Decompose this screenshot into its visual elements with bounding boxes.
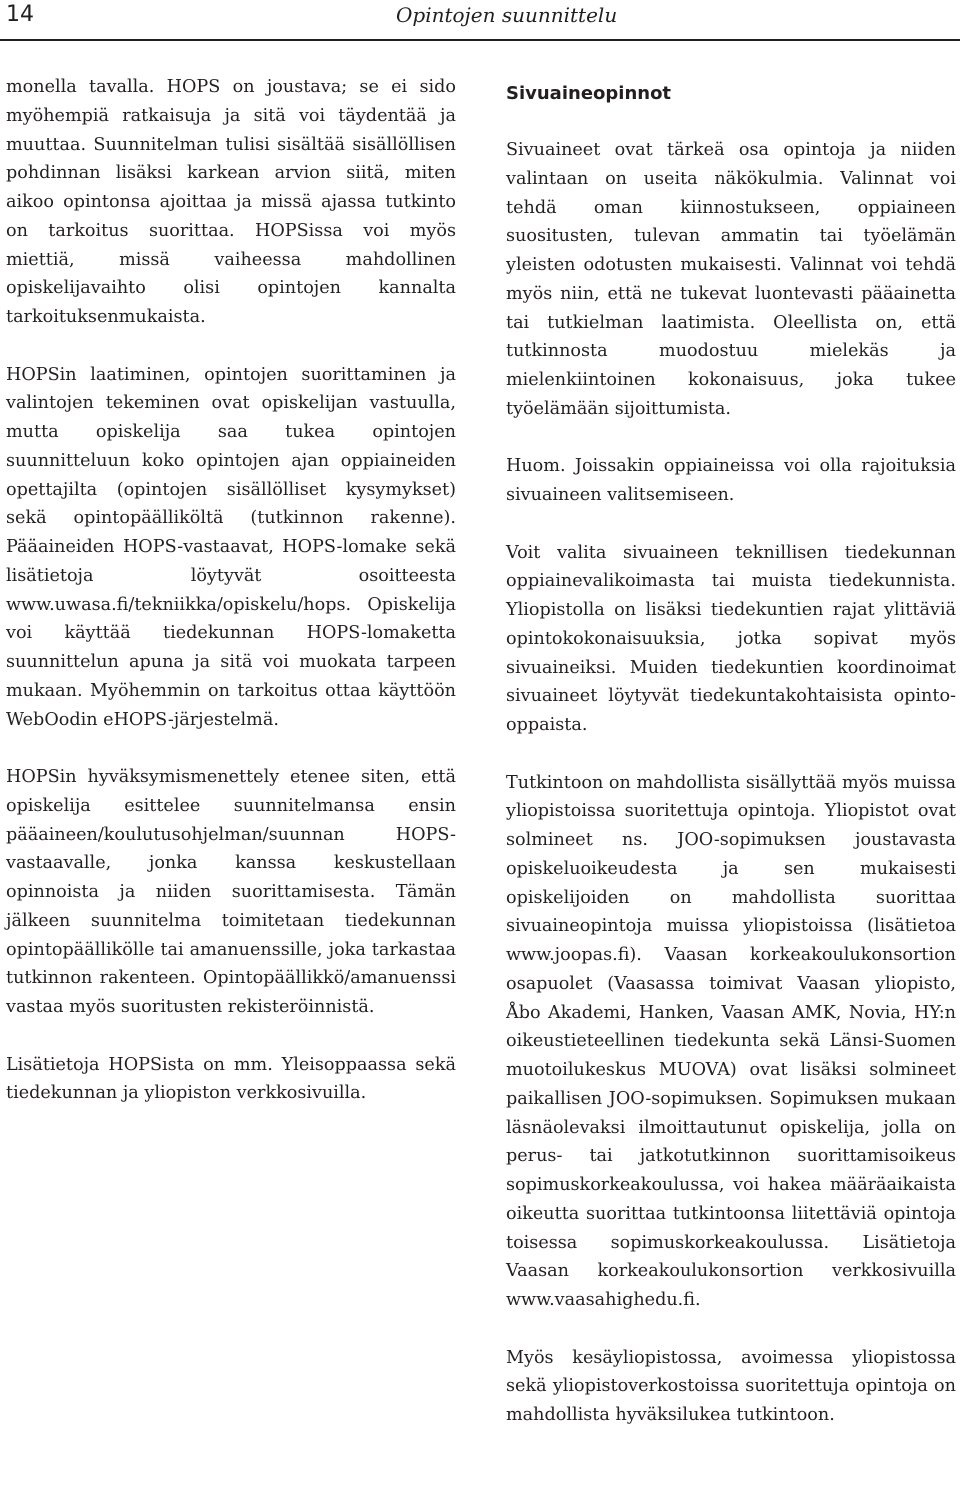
right-column [506, 73, 956, 1430]
paragraph: monella tavalla. HOPS on joustava; se ei sido myöhempiä ratkaisuja ja sitä voi täydentää ja muuttaa. Suunnitelman tulisi sisältää sisällöllisen pohdinnan lisäksi karkean arvion siitä, miten aikoo opintonsa ajoittaa ja missä ajassa tutkinto on tarkoitus suorittaa. HOPSissa voi myös miettiä, missä vaiheessa mahdollinen opiskelijavaihto olisi opintojen kannalta tarkoituksenmukaista. [6, 77, 456, 327]
header-rule [0, 39, 960, 41]
paragraph: HOPSin laatiminen, opintojen suorittaminen ja valintojen tekeminen ovat opiskelijan vastuulla, mutta opiskelija saa tukea opintojen suunnitteluun koko opintojen ajan oppiaineiden opettajilta (opintojen sisällölliset kysymykset) sekä opintopäälliköltä (tutkinnon rakenne). Pääaineiden HOPS-vastaavat, HOPS-lomake sekä lisätietoja löytyvät osoitteesta www.uwasa.fi/tekniikka/opiskelu/hops. Opiskelija voi käyttää tiedekunnan HOPS-lomaketta suunnittelun apuna ja sitä voi muokata tarpeen mukaan. Myöhemmin on tarkoitus ottaa käyttöön WebOodin eHOPS-järjestelmä. [6, 364, 456, 730]
paragraph: Voit valita sivuaineen teknillisen tiedekunnan oppiainevalikoimasta tai muista tiedekunnista. Yliopistolla on lisäksi tiedekuntien rajat ylittäviä opintokokonaisuuksia, jotka sopivat myös sivuaineiksi. Muiden tiedekuntien koordinoimat sivuaineet löytyvät tiedekuntakohtaisista opinto-oppaista. [506, 542, 956, 735]
paragraph: Huom. Joissakin oppiaineissa voi olla rajoituksia sivuaineen valitsemiseen. [506, 456, 956, 505]
paragraph: Myös kesäyliopistossa, avoimessa yliopistossa sekä yliopistoverkostoissa suoritettuja opintoja on mahdollista hyväksilukea tutkintoon. [506, 1347, 956, 1425]
paragraph: Tutkintoon on mahdollista sisällyttää myös muissa yliopistoissa suoritettuja opintoja. Yliopistot ovat solmineet ns. JOO-sopimuksen joustavasta opiskeluoikeudesta ja sen mukaisesti opiskelijoiden on mahdollista suorittaa sivuaineopintoja muissa yliopistoissa (lisätietoa www.joopas.fi). Vaasan korkeakoulukonsortion osapuolet (Vaasassa toimivat Vaasan yliopisto, Åbo Akademi, Hanken, Vaasan AMK, Novia, HY:n oikeustieteellinen tiedekunta sekä Länsi-Suomen muotoilukeskus MUOVA) ovat lisäksi solmineet paikallisen JOO-sopimuksen. Sopimuksen mukaan läsnäolevaksi ilmoittautunut opiskelija, jolla on perus- tai jatkotutkinnon suorittamisoikeus sopimuskorkeakoulussa, voi hakea määräaikaista oikeutta suorittaa tutkintoonsa liitettäviä opintoja toisessa sopimuskorkeakoulussa. Lisätietoja Vaasan korkeakoulukonsortion verkkosivuilla www.vaasahighedu.fi. [506, 772, 956, 1310]
section-heading: Sivuaineopinnot [506, 83, 672, 104]
left-column [6, 73, 456, 1108]
page-number: 14 [6, 2, 34, 27]
paragraph: Lisätietoja HOPSista on mm. Yleisoppaassa sekä tiedekunnan ja yliopiston verkkosivuilla. [6, 1054, 456, 1104]
running-header-title: Opintojen suunnittelu [396, 3, 618, 27]
paragraph: HOPSin hyväksymismenettely etenee siten, että opiskelija esittelee suunnitelmansa ensin pääaineen/koulutusohjelman/suunnan HOPS-vastaavalle, jonka kanssa keskustellaan opinnoista ja niiden suorittamisesta. Tämän jälkeen suunnitelma toimitetaan tiedekunnan opintopäällikölle tai amanuenssille, joka tarkastaa tutkinnon rakenteen. Opintopäällikkö/amanuenssi vastaa myös suoritusten rekisteröinnistä. [6, 767, 456, 1017]
paragraph: Sivuaineet ovat tärkeä osa opintoja ja niiden valintaan on useita näkökulmia. Valinnat voi tehdä oman kiinnostukseen, oppiaineen suositusten, tulevan ammatin tai työelämän yleisten odotusten mukaisesti. Valinnat voi tehdä myös niin, että ne tukevat luontevasti pääainetta tai tutkielman laatimista. Oleellista on, että tutkinnosta muodostuu mielekäs ja mielenkiintoinen kokonaisuus, joka tukee työelämään sijoittumista. [506, 140, 956, 419]
